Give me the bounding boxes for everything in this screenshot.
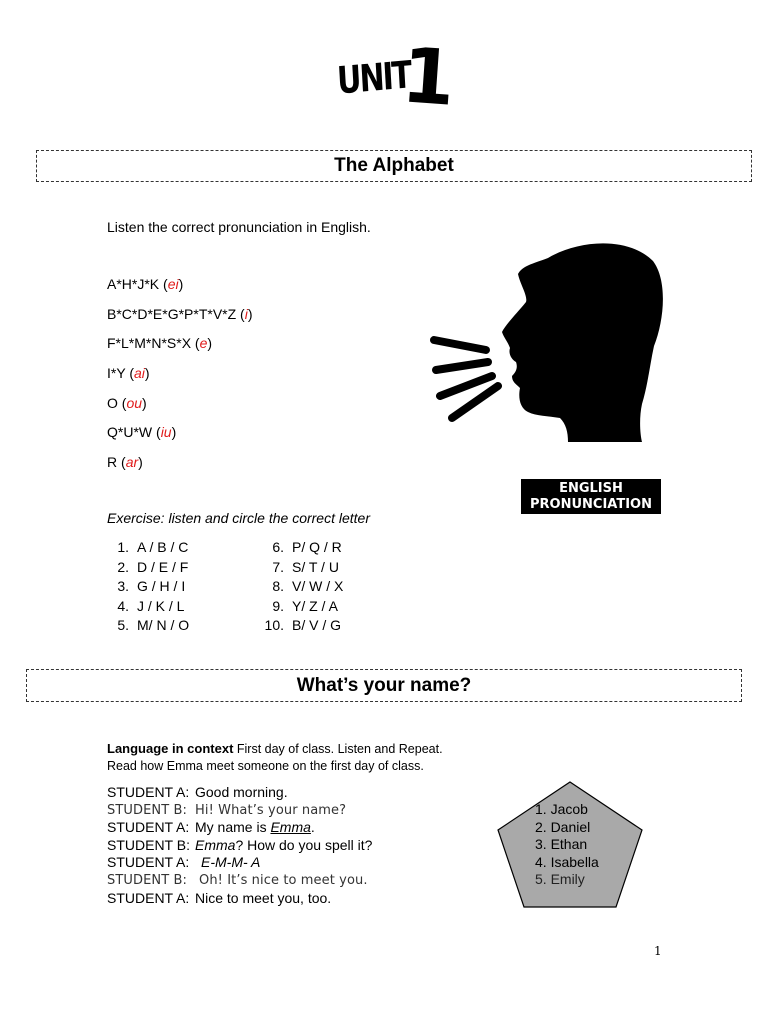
section-alphabet-header — [36, 150, 752, 182]
unit-logo — [332, 30, 458, 123]
exercise-item: 4. J / K / L — [117, 597, 185, 614]
letter-group: F*L*M*N*S*X (e) — [107, 335, 213, 352]
exercise-item: 9. Y/ Z / A — [272, 597, 338, 614]
letter-group: I*Y (ai) — [107, 365, 150, 382]
page-number: 1 — [654, 944, 662, 958]
letter-group: A*H*J*K (ei) — [107, 276, 184, 292]
sound-label: ai — [134, 365, 145, 382]
section-title-name: What’s your name? — [296, 674, 472, 696]
letter-group: O (ou) — [107, 394, 147, 411]
sound-label: i — [244, 305, 248, 322]
section-name-header — [26, 669, 742, 702]
speaking-head-icon — [428, 236, 668, 446]
exercise-item: 3. G / H / I — [117, 578, 186, 594]
dialog-line: STUDENT A: Nice to meet you, too. — [107, 889, 332, 906]
sound-label: ou — [126, 394, 143, 411]
name-item: 3. Ethan — [535, 836, 588, 853]
english-pronunciation-badge: ENGLISH PRONUNCIATION — [521, 479, 661, 514]
dialog-line: STUDENT B: Emma? How do you spell it? — [107, 836, 373, 853]
dialog-line: STUDENT A: Good morning. — [107, 784, 288, 800]
sound-label: e — [199, 335, 208, 352]
dialog-line: STUDENT A: E-M-M- A — [107, 854, 261, 871]
exercise-item: 1. A / B / C — [117, 539, 189, 555]
unit-word: UNIT — [336, 53, 412, 104]
sound-label: ar — [125, 454, 139, 471]
exercise-item: 8. V/ W / X — [272, 578, 344, 594]
name-item: 5. Emily — [535, 871, 585, 888]
letter-group: R (ar) — [107, 454, 143, 471]
exercise-item: 5. M/ N / O — [117, 617, 190, 633]
exercise-item: 10. B/ V / G — [264, 617, 342, 633]
language-context-label: Language in context — [107, 741, 234, 756]
sound-label: iu — [160, 424, 172, 441]
name-item: 2. Daniel — [535, 818, 591, 835]
exercise-column-2 — [266, 539, 343, 637]
language-in-context: Language in context First day of class. Listen and Repeat. Read how Emma meet someone on the first day of class. — [107, 741, 443, 773]
exercise-column-1 — [107, 539, 189, 637]
exercise-item: 2. D / E / F — [117, 558, 189, 575]
dialog — [107, 784, 372, 907]
letter-group: B*C*D*E*G*P*T*V*Z (i) — [107, 305, 253, 322]
exercise-label: Exercise: listen and circle the correct letter — [107, 510, 370, 526]
letter-groups-list — [107, 275, 253, 483]
dialog-line: STUDENT B: Oh! It’s nice to meet you. — [107, 872, 368, 888]
sound-label: ei — [167, 276, 179, 292]
dialog-line: STUDENT B: Hi! What’s your name? — [107, 802, 347, 818]
section-title-alphabet: The Alphabet — [334, 155, 454, 176]
dialog-line: STUDENT A: My name is Emma. — [107, 819, 315, 836]
instruction-text: Listen the correct pronunciation in English. — [107, 219, 371, 235]
exercise-item: 7. S/ T / U — [272, 558, 339, 575]
exercise-item: 6. P/ Q / R — [272, 539, 342, 555]
unit-number: 1 — [398, 30, 458, 123]
name-item: 1. Jacob — [535, 801, 588, 817]
names-list — [535, 801, 599, 889]
name-item: 4. Isabella — [535, 853, 599, 870]
letter-group: Q*U*W (iu) — [107, 424, 177, 441]
